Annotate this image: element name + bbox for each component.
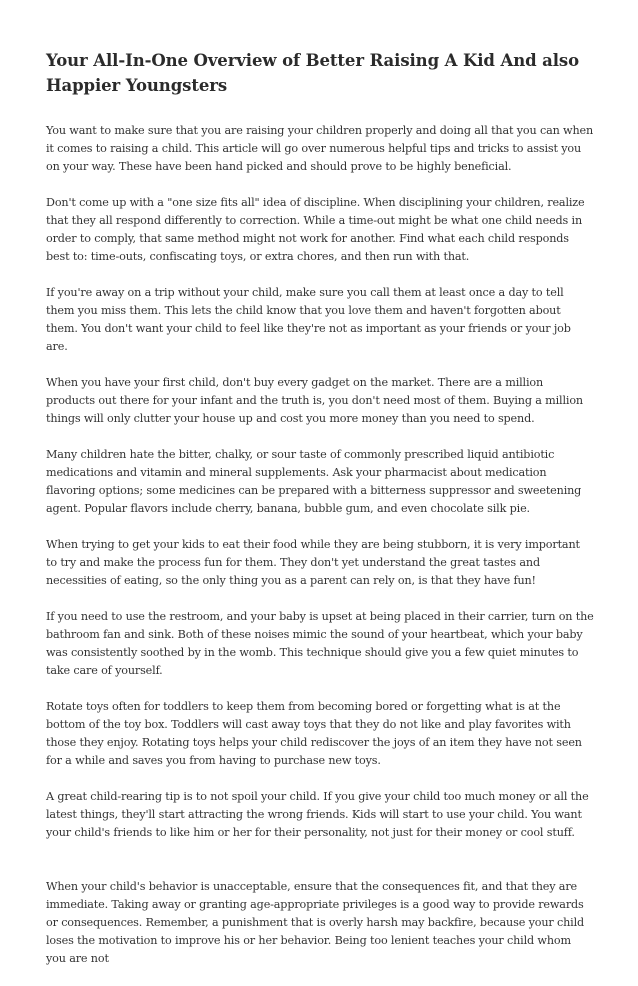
- paragraph-10: When your child's behavior is unacceptable, ensure that the consequences fit, and that they are immediate. Taking away or granting age-appropriate privileges is a good way to provide rewards or consequences. Remember, a punishment that is overly harsh may backfire, because your child loses the motivation to improve his or her behavior. Being too lenient teaches your child whom you are not: [46, 880, 585, 965]
- paragraph-7: If you need to use the restroom, and your baby is upset at being placed in their carrier, turn on the bathroom fan and sink. Both of these noises mimic the sound of your heartbeat, which your baby was consistently soothed by in the womb. This technique should give you a few quiet minutes to take care of yourself.: [46, 610, 594, 677]
- paragraph-6: When trying to get your kids to eat their food while they are being stubborn, it is very important to try and make the process fun for them. They don't yet understand the great tastes and necessities of eating, so the only thing you as a parent can rely on, is that they have fun!: [46, 538, 580, 587]
- paragraph-2: Don't come up with a "one size fits all" idea of discipline. When disciplining your children, realize that they all respond differently to correction. While a time-out might be what one child needs in order to comply, that same method might not work for another. Find what each child responds best to: time-outs, confiscating toys, or extra chores, and then run with that.: [46, 196, 585, 263]
- paragraph-3: If you're away on a trip without your child, make sure you call them at least once a day to tell them you miss them. This lets the child know that you love them and haven't forgotten about them. You don't want your child to feel like they're not as important as your friends or your job are.: [46, 286, 571, 353]
- paragraph-5: Many children hate the bitter, chalky, or sour taste of commonly prescribed liquid antibiotic medications and vitamin and mineral supplements. Ask your pharmacist about medication flavoring options; some medicines can be prepared with a bitterness suppressor and sweetening agent. Popular flavors include cherry, banana, bubble gum, and even chocolate silk pie.: [46, 448, 582, 515]
- document-title: Your All-In-One Overview of Better Raising A Kid And also Happier Youngsters: [46, 51, 580, 95]
- document-page: [46, 48, 594, 986]
- paragraph-9: A great child-rearing tip is to not spoil your child. If you give your child too much money or all the latest things, they'll start attracting the wrong friends. Kids will start to use your child. You want your child's friends to like him or her for their personality, not just for their money or cool stuff.: [46, 790, 589, 839]
- paragraph-1: You want to make sure that you are raising your children properly and doing all that you can when it comes to raising a child. This article will go over numerous helpful tips and tricks to assist you on your way. These have been hand picked and should prove to be highly beneficial.: [46, 124, 594, 173]
- paragraph-8: Rotate toys often for toddlers to keep them from becoming bored or forgetting what is at the bottom of the toy box. Toddlers will cast away toys that they do not like and play favorites with those they enjoy. Rotating toys helps your child rediscover the joys of an item they have not seen for a while and saves you from having to purchase new toys.: [46, 700, 582, 767]
- paragraph-gap: [46, 860, 594, 878]
- paragraph-4: When you have your first child, don't buy every gadget on the market. There are a million products out there for your infant and the truth is, you don't need most of them. Buying a million things will only clutter your house up and cost you more money than you need to spend.: [46, 376, 583, 425]
